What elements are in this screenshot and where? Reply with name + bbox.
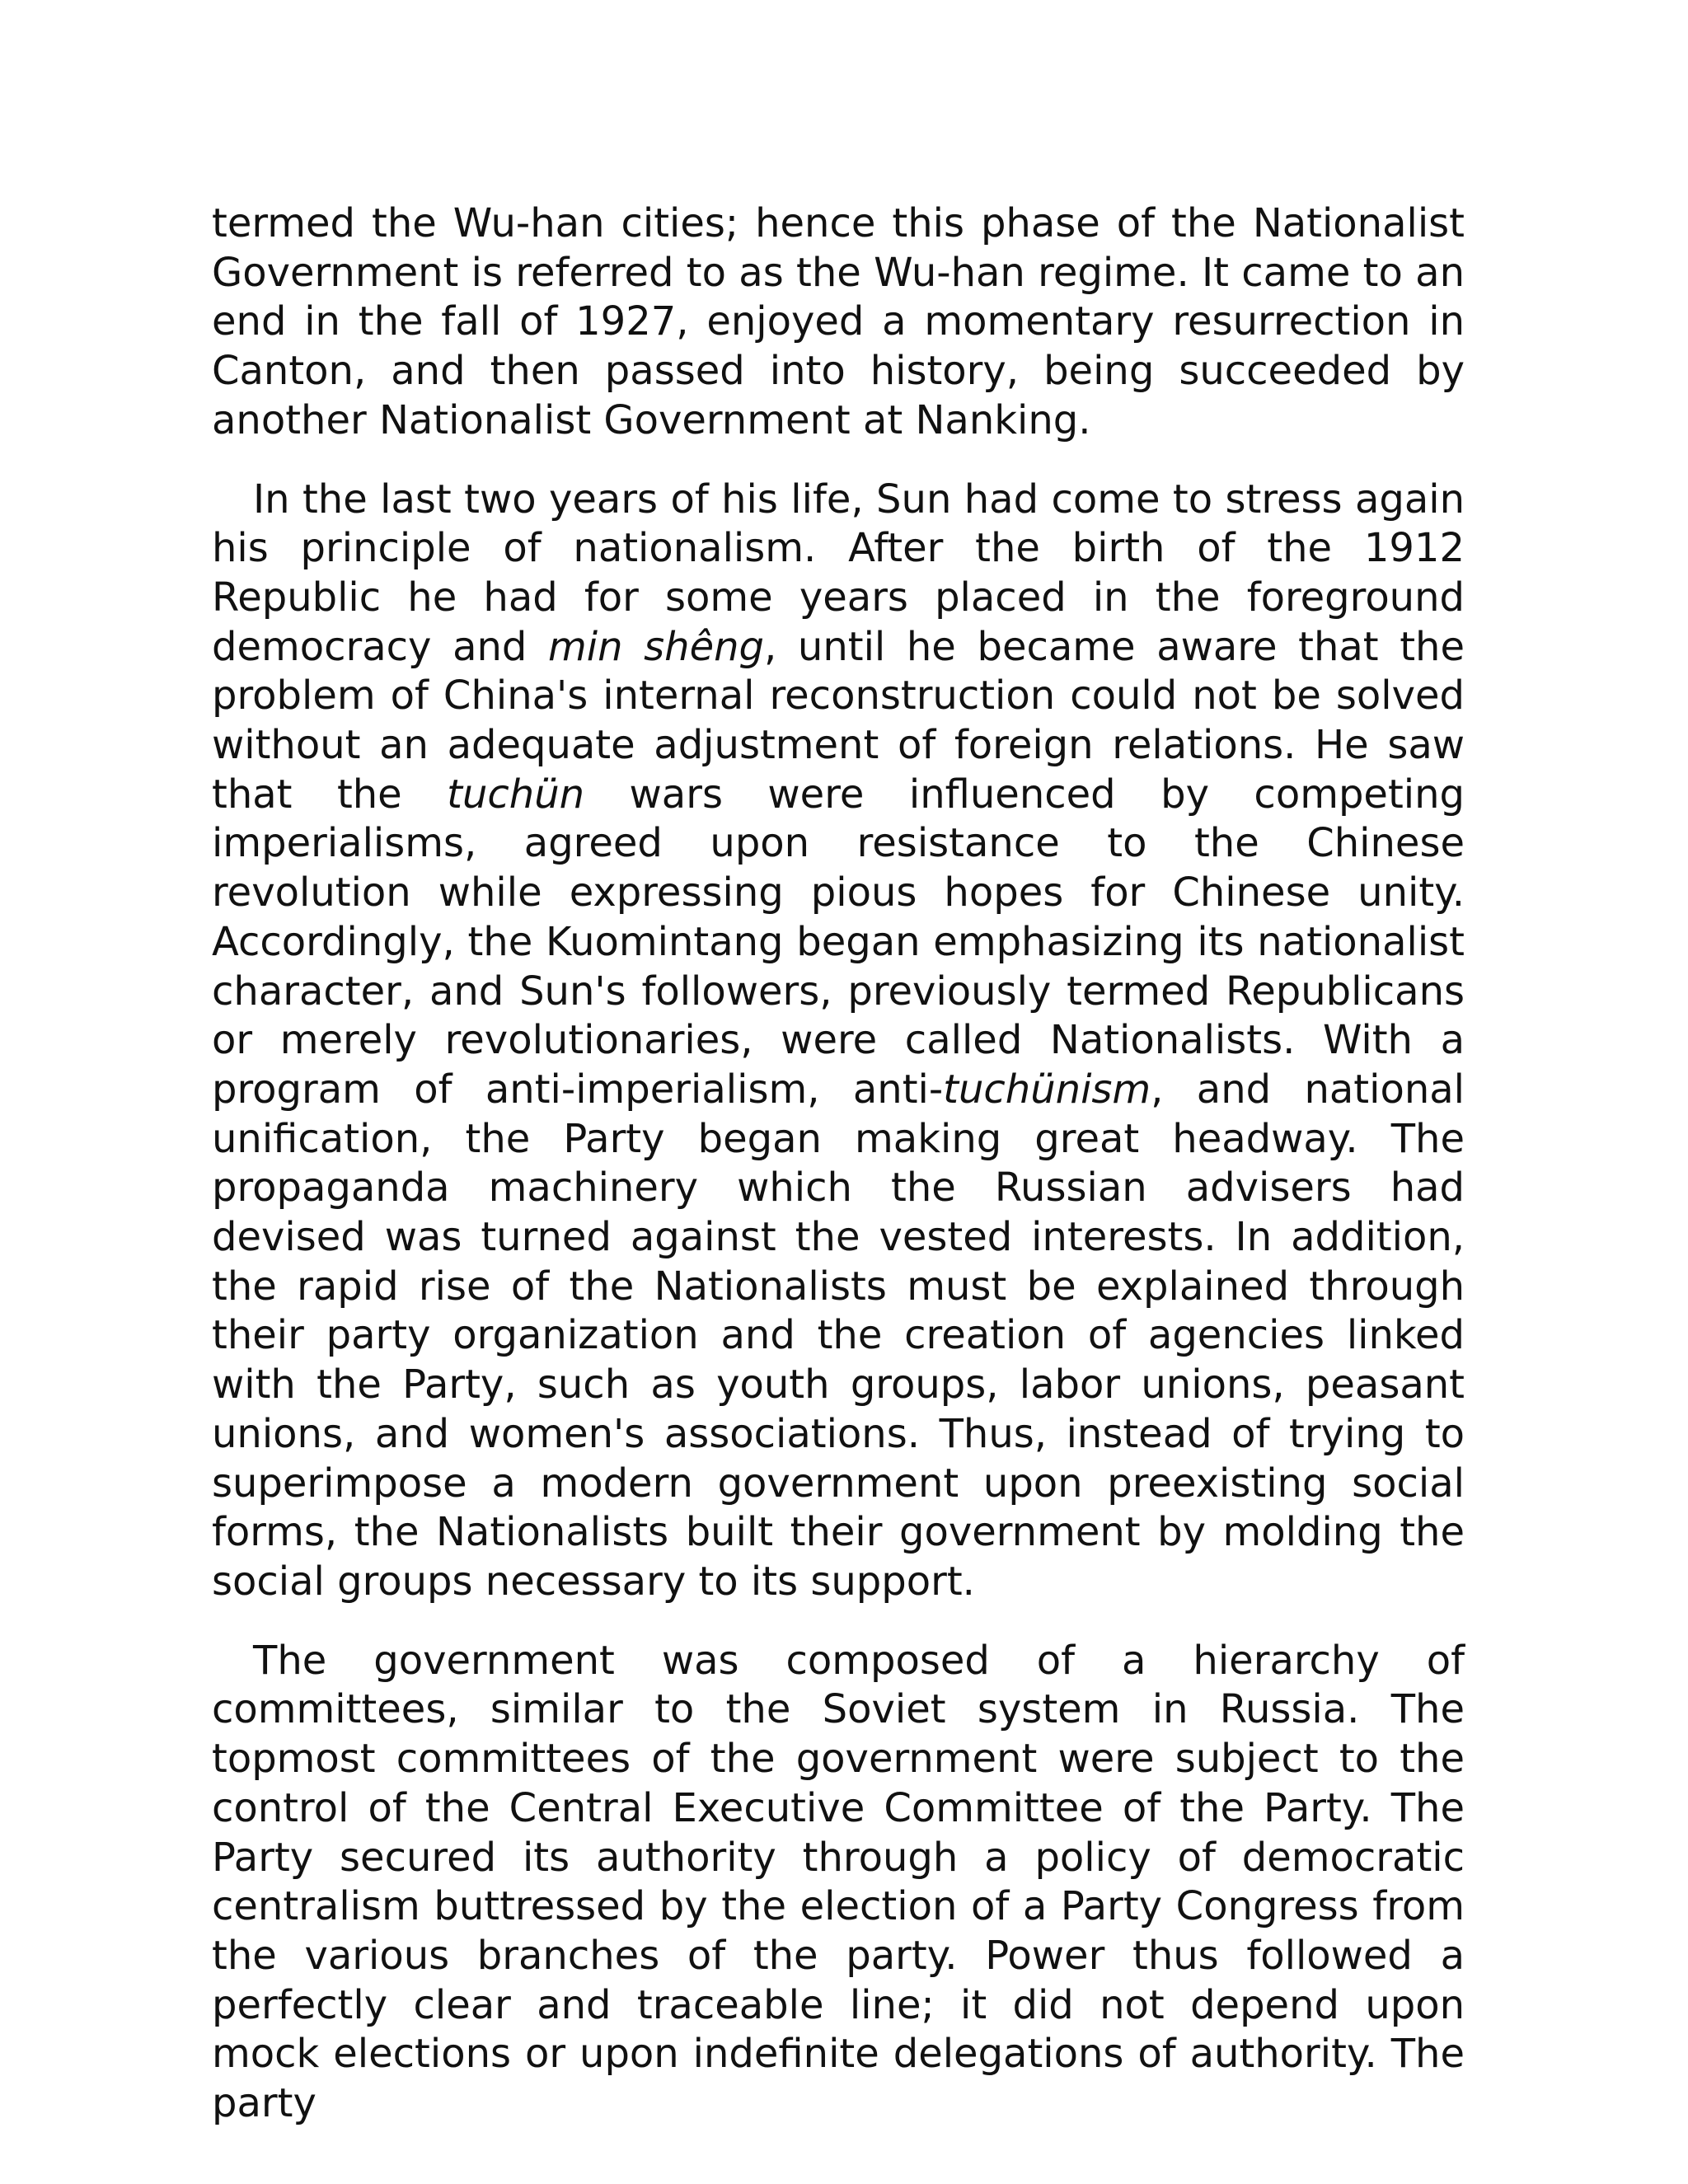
- paragraph-3-text: The government was composed of a hierarchy of committees, similar to the Soviet system in Russia. The topmost committees of the government were subject to the control of the Central Executive Committee of the Party. The Party secured its authority through a policy of democratic centralism buttressed by the election of a Party Congress from the various branches of the party. Power thus followed a perfectly clear and traceable line; it did not depend upon mock elections or upon indefinite delegations of authority. The party: [212, 1637, 1465, 2127]
- paragraph-2-text-d: , and national unification, the Party began making great headway. The propaganda machinery which the Russian advisers had devised was turned against the vested interests. In addition, the rapid rise of the Nationalists must be explained through their party organization and the creation of agencies linked with the Party, such as youth groups, labor unions, peasant unions, and women's associations. Thus, instead of trying to superimpose a modern government upon preexisting social forms, the Nationalists built their government by molding the social groups necessary to its support.: [212, 1066, 1465, 1605]
- paragraph-1: [212, 199, 1465, 446]
- paragraph-1-text: termed the Wu-han cities; hence this phase of the Nationalist Government is referred to as the Wu-han regime. It came to an end in the fall of 1927, enjoyed a momentary resurrection in Canton, and then passed into history, being succeeded by another Nationalist Government at Nanking.: [212, 200, 1465, 443]
- body-text: [212, 199, 1465, 2129]
- italic-term-tuchun: tuchün: [447, 771, 585, 818]
- italic-term-tuchunism: tuchünism: [943, 1066, 1151, 1113]
- paragraph-2-text-c: wars were influenced by competing imperialisms, agreed upon resistance to the Chinese revolution while expressing pious hopes for Chinese unity. Accordingly, the Kuomintang began emphasizing its nationalist character, and Sun's followers, previously termed Republicans or merely revolutionaries, were called Nationalists. With a program of anti-imperialism, anti-: [212, 771, 1465, 1113]
- paragraph-2: [212, 476, 1465, 1607]
- paragraph-2-text-a: In the last two years of his life, Sun had come to stress again his principle of nationalism. After the birth of the 1912 Republic he had for some years placed in the foreground democracy and: [212, 476, 1465, 670]
- paragraph-2-text-b: , until he became aware that the problem of China's internal reconstruction could not be solved without an adequate adjustment of foreign relations. He saw that the: [212, 623, 1465, 818]
- italic-term-min-sheng: min shêng: [548, 623, 765, 670]
- paragraph-3: [212, 1637, 1465, 2129]
